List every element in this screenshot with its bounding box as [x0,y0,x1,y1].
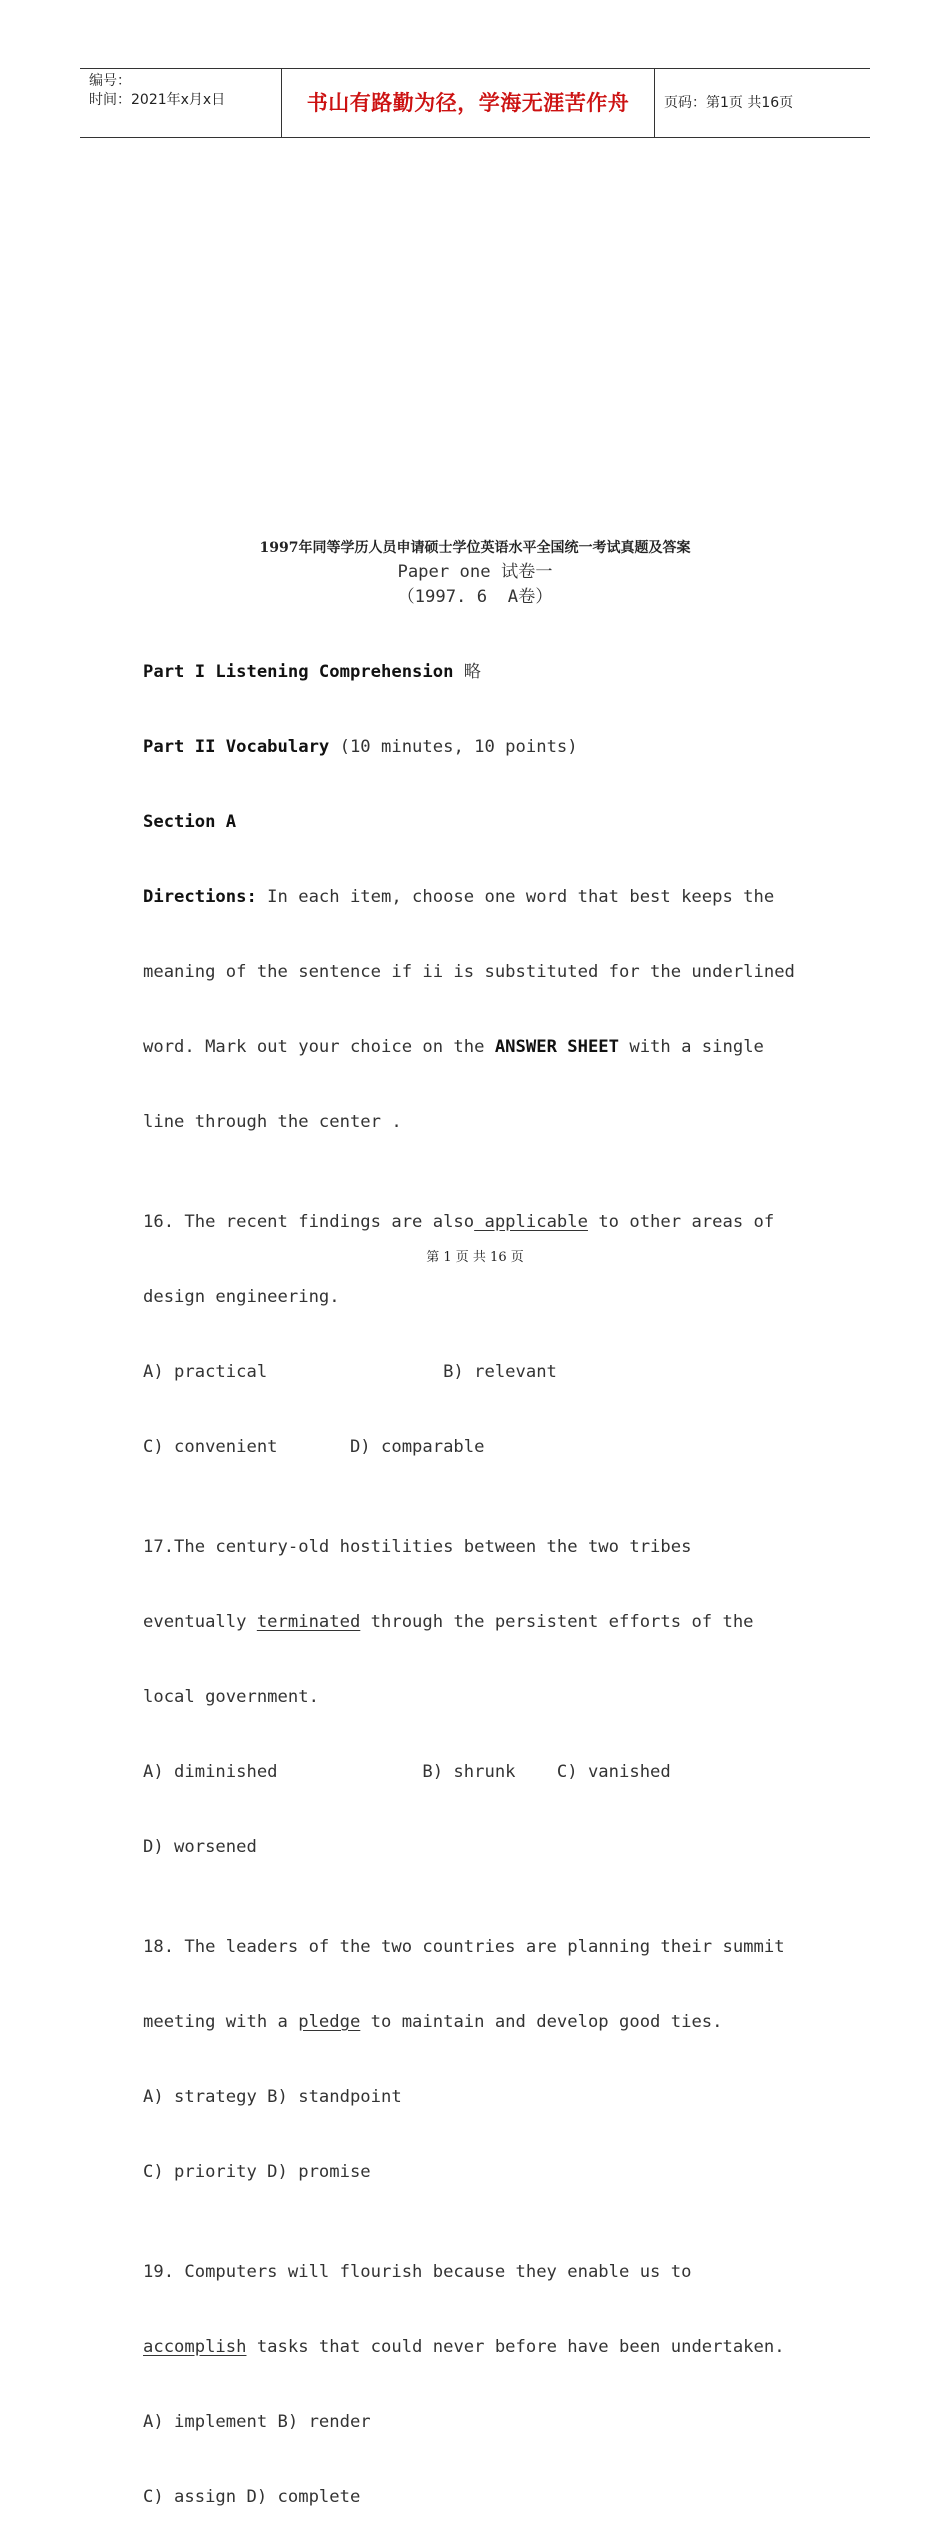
document-header [80,68,870,138]
time-label: 时间：2021年x月x日 [89,92,226,108]
answer-sheet-term: ANSWER SHEET [494,1037,620,1057]
question-19-stem: 19. Computers will flourish because they enable us to [143,2262,692,2282]
part1-label: Part I Listening Comprehension [143,662,454,682]
part2-heading [143,735,823,760]
directions-line [143,885,823,910]
document-title: 1997年同等学历人员申请硕士学位英语水平全国统一考试真题及答案 [259,540,691,556]
directions-text: word. Mark out your choice on the [143,1037,495,1057]
paper-version: （1997. 6 A卷） [397,587,553,607]
question-18-stem: 18. The leaders of the two countries are planning their summit [143,1937,785,1957]
page-footer: 第 1 页 共 16 页 [426,1250,524,1265]
directions-text: In each item, choose one word that best keeps the [256,887,775,907]
question-18-stem [143,2010,823,2035]
question-text: 16. The recent findings are also [143,1212,475,1232]
question-18-options: A) strategy B) standpoint [143,2087,402,2107]
underlined-word: applicable [474,1212,588,1232]
part2-label: Part II Vocabulary [143,737,330,757]
question-text: to other areas of [587,1212,775,1232]
directions-text: with a single [619,1037,764,1057]
underlined-word: pledge [298,2012,361,2032]
question-19-stem [143,2335,823,2360]
part1-note: 略 [453,662,481,682]
question-text: through the persistent efforts of the [360,1612,754,1632]
underlined-word: accomplish [143,2337,247,2357]
question-19-options: A) implement B) render [143,2412,371,2432]
directions-line [143,1035,823,1060]
part1-heading [143,660,823,685]
header-motto: 书山有路勤为径，学海无涯苦作舟 [282,69,655,137]
directions-line: line through the center . [143,1112,402,1132]
question-17-stem: local government. [143,1687,319,1707]
question-text: tasks that could never before have been undertaken. [246,2337,785,2357]
question-17-options: D) worsened [143,1837,257,1857]
question-16-stem: design engineering. [143,1287,340,1307]
underlined-word: terminated [256,1612,361,1632]
section-heading: Section A [143,812,237,832]
question-text: to maintain and develop good ties. [360,2012,723,2032]
question-17-stem: 17.The century-old hostilities between the two tribes [143,1537,692,1557]
exam-content [143,610,823,2535]
question-16-stem [143,1210,823,1235]
header-page-info: 页码：第1页 共16页 [664,95,794,111]
number-label: 编号： [89,73,131,89]
question-16-options: A) practical B) relevant [143,1362,557,1382]
question-18-options: C) priority D) promise [143,2162,371,2182]
directions-line: meaning of the sentence if ii is substituted for the underlined [143,962,795,982]
directions-label: Directions: [143,887,257,907]
question-text: eventually [143,1612,257,1632]
question-19-options: C) assign D) complete [143,2487,361,2507]
header-meta-cell [80,69,282,137]
question-17-options: A) diminished B) shrunk C) vanished [143,1762,671,1782]
question-16-options: C) convenient D) comparable [143,1437,485,1457]
paper-name: Paper one 试卷一 [397,562,553,582]
question-text: meeting with a [143,2012,299,2032]
question-17-stem [143,1610,823,1635]
part2-note: (10 minutes, 10 points) [329,737,578,757]
